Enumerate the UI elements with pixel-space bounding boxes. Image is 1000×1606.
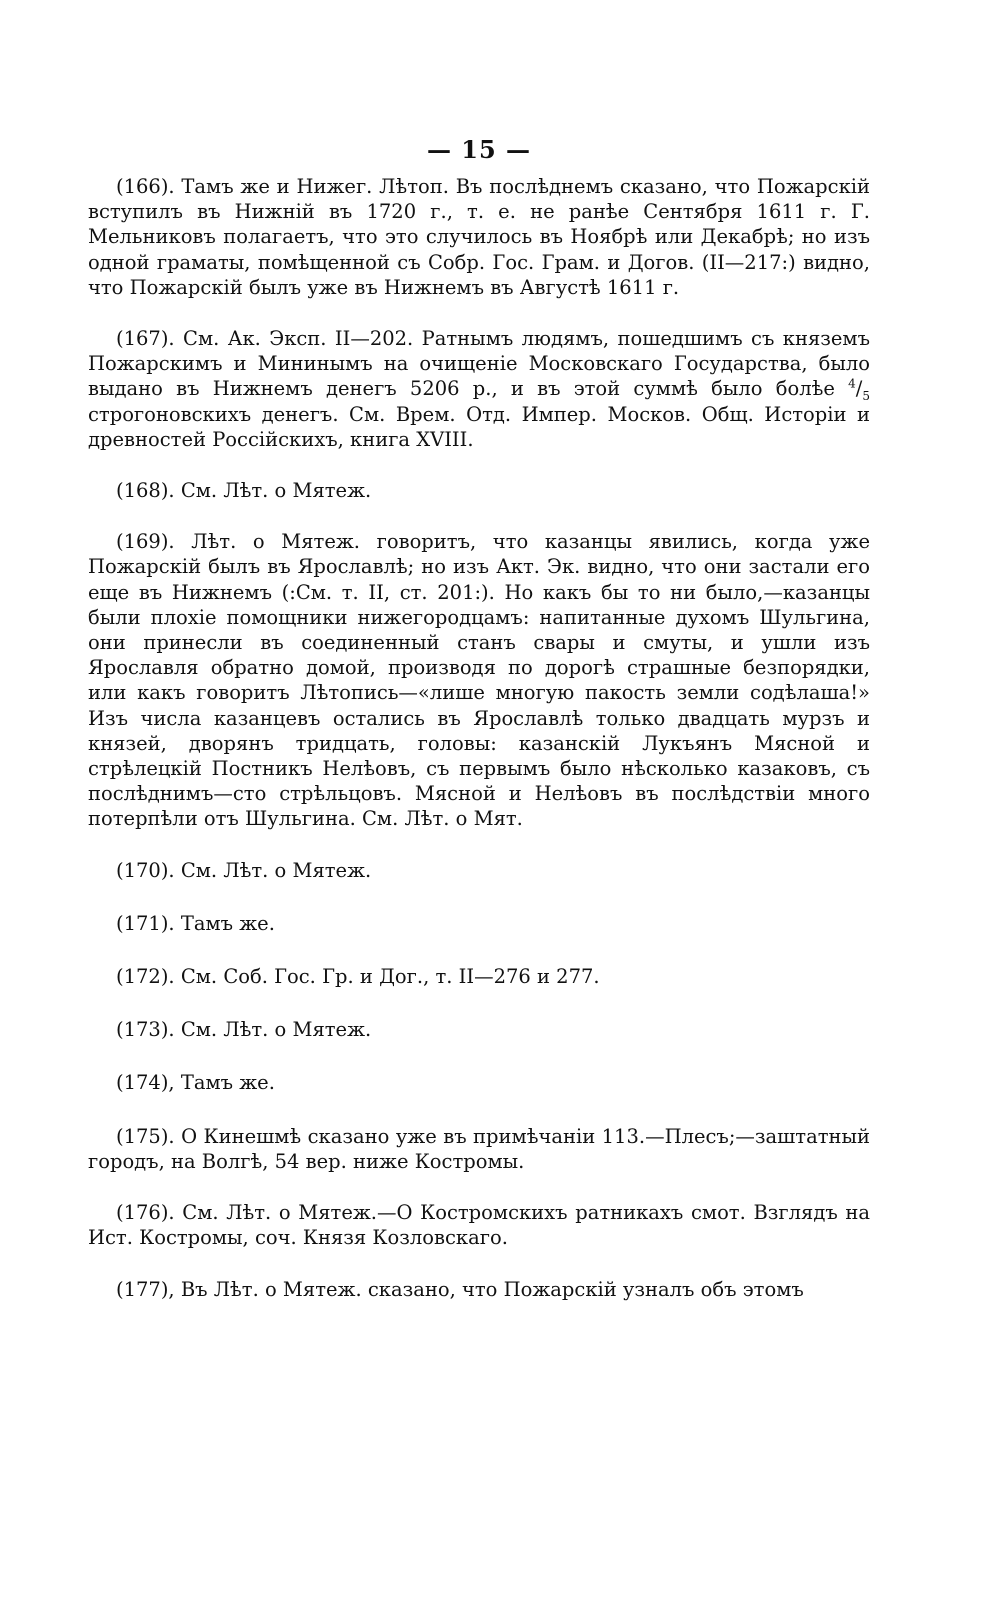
footnote-167-text-b: строгоновскихъ денегъ. См. Врем. Отд. Импер. Москов. Общ. Исторіи и древностей Россійскихъ, книга XVIII. [88,402,870,451]
fraction-denominator: 5 [862,389,870,404]
footnote-172: (172). См. Соб. Гос. Гр. и Дог., т. II—276 и 277. [116,965,600,989]
document-page [88,135,870,1328]
footnote-167-text-a: (167). См. Ак. Эксп. II—202. Ратнымъ людямъ, пошедшимъ съ княземъ Пожарскимъ и Мининымъ на очищеніе Московскаго Государства, было выдано въ Нижнемъ денегъ 5206 р., и въ этой суммѣ было болѣе [88,327,870,401]
footnote-176: (176). См. Лѣт. о Мятеж.—О Костромскихъ ратникахъ смот. Взглядъ на Ист. Костромы, соч. Князя Козловскаго. [88,1201,870,1250]
footnote-168: (168). См. Лѣт. о Мятеж. [116,479,372,503]
footnote-169: (169). Лѣт. о Мятеж. говоритъ, что казанцы явились, когда уже Пожарскій былъ въ Ярославлѣ; но изъ Акт. Эк. видно, что они застали его еще въ Нижнемъ (:См. т. II, ст. 201:). Но какъ бы то ни было,—казанцы были плохіе помощники нижегородцамъ: напитанные духомъ Шульгина, они принесли въ соединенный станъ свары и смуты, и ушли изъ Ярославля обратно домой, производя по дорогѣ страшные безпорядки, или какъ говоритъ Лѣтопись—«лише многую пакость земли содѣлаша!» Изъ числа казанцевъ остались въ Ярославлѣ только двадцать мурзъ и князей, дворянъ тридцать, головы: казанскій Лукъянъ Мясной и стрѣлецкій Постникъ Нелѣовъ, съ первымъ было нѣсколько казаковъ, съ послѣднимъ—сто стрѣльцовъ. Мясной и Нелѣовъ въ послѣдствіи много потерпѣли отъ Шульгина. См. Лѣт. о Мят. [88,530,870,831]
footnote-177: (177), Въ Лѣт. о Мятеж. сказано, что Пожарскій узналъ объ этомъ [116,1277,804,1301]
fraction-numerator: 4 [848,376,856,391]
footnote-175: (175). О Кинешмѣ сказано уже въ примѣчаніи 113.—Плесъ;—заштатный городъ, на Волгѣ, 54 вер. ниже Костромы. [88,1124,870,1173]
footnote-166: (166). Тамъ же и Нижег. Лѣтоп. Въ послѣднемъ сказано, что Пожарскій вступилъ въ Нижній въ 1720 г., т. е. не ранѣе Сентября 1611 г. Г. Мельниковъ полагаетъ, что это случилось въ Ноябрѣ или Декабрѣ; но изъ одной граматы, помѣщенной съ Собр. Гос. Грам. и Догов. (II—217:) видно, что Пожарскій былъ уже въ Нижнемъ въ Августѣ 1611 г. [88,175,870,299]
footnote-173: (173). См. Лѣт. о Мятеж. [116,1018,372,1042]
footnote-174: (174), Тамъ же. [116,1071,275,1095]
footnote-171: (171). Тамъ же. [116,911,275,935]
footnote-170: (170). См. Лѣт. о Мятеж. [116,858,372,882]
page-number: — 15 — [426,135,532,164]
footnote-167: (167). См. Ак. Эксп. II—202. Ратнымъ людямъ, пошедшимъ съ княземъ Пожарскимъ и Мининымъ на очищеніе Московскаго Государства, было выдано въ Нижнемъ денегъ 5206 р., и въ этой суммѣ было болѣе $^4/_5$ строгоновскихъ денегъ. См. Врем. Отд. Импер. Москов. Общ. Исторіи и древностей Россійскихъ, книга XVIII. [88,327,870,451]
